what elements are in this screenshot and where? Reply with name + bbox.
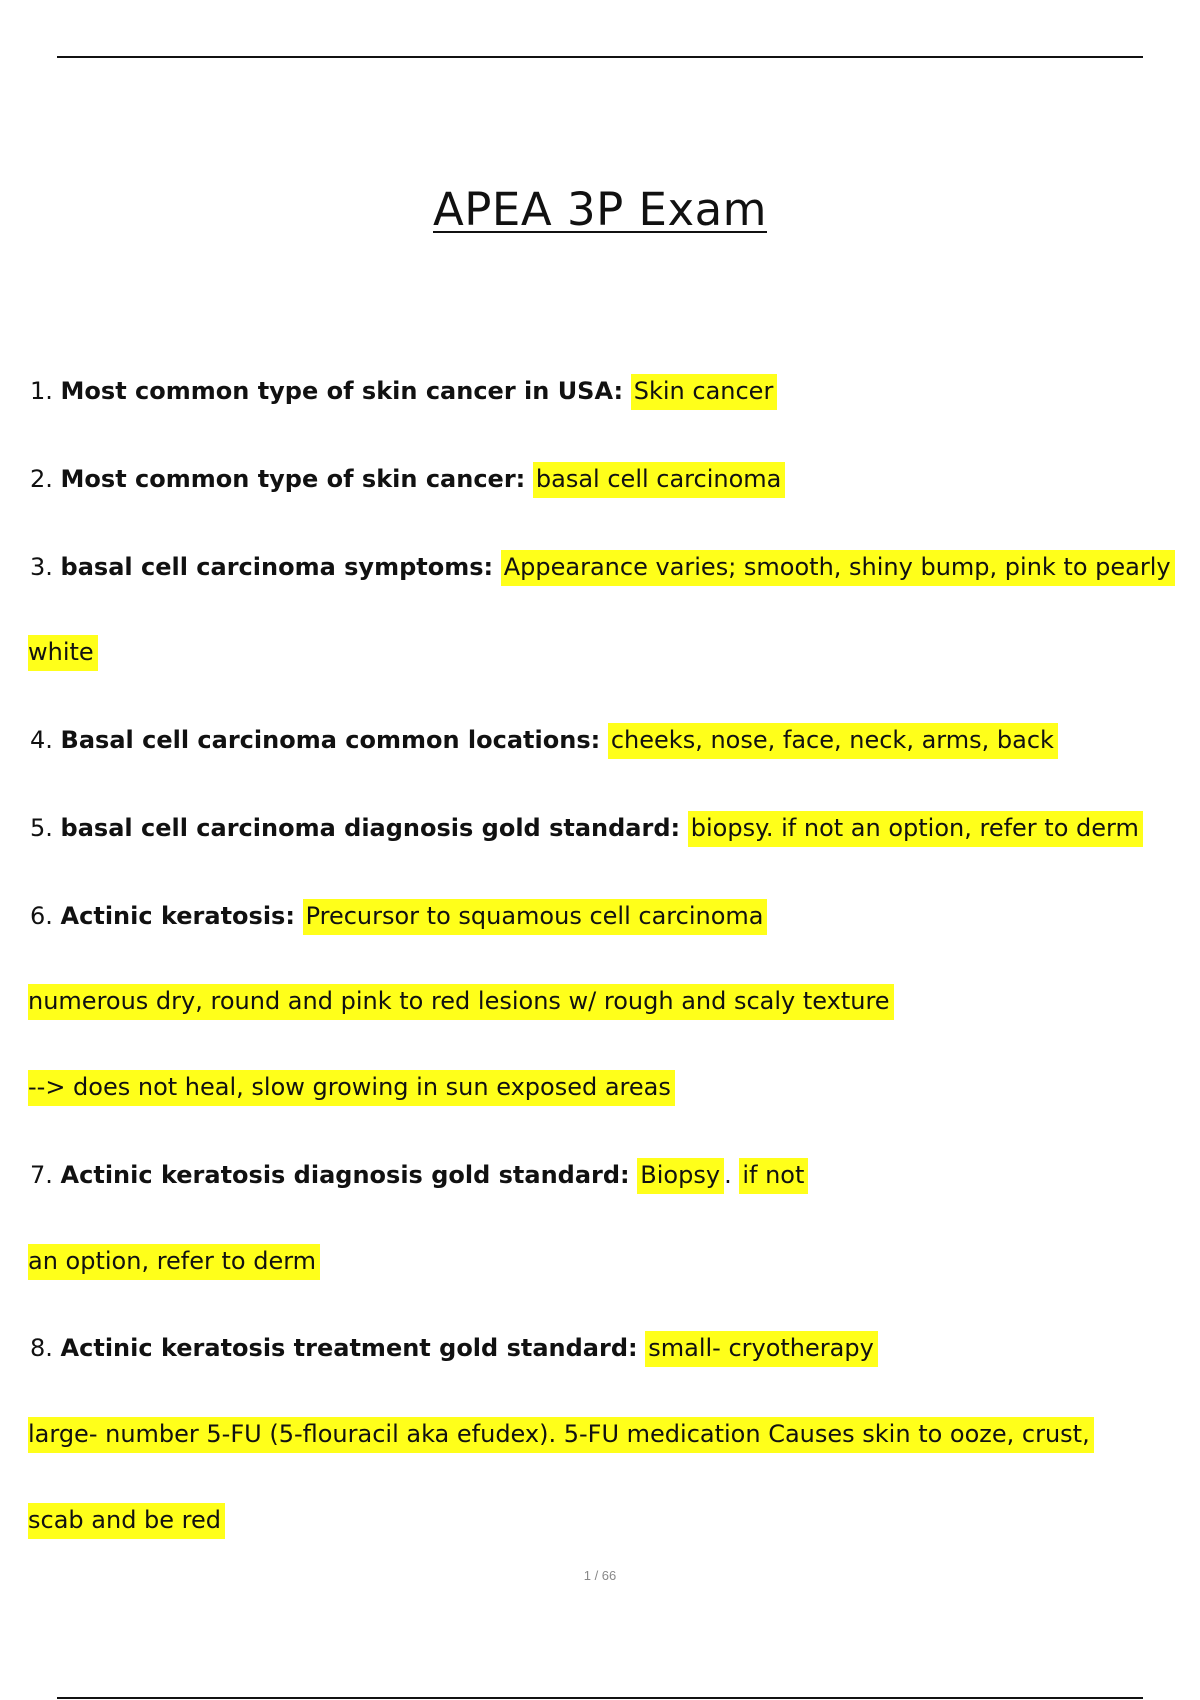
item-number: 7. bbox=[30, 1161, 53, 1189]
item-question: Actinic keratosis diagnosis gold standard: bbox=[60, 1161, 630, 1189]
page-number: 1 / 66 bbox=[583, 1568, 617, 1583]
item-number: 3. bbox=[30, 553, 53, 581]
item-number: 1. bbox=[30, 377, 53, 405]
top-rule bbox=[57, 56, 1143, 58]
list-item-7 bbox=[30, 1155, 808, 1195]
item-answer-continued: an option, refer to derm bbox=[28, 1244, 320, 1280]
item-answer: Appearance varies; smooth, shiny bump, pink to pearly bbox=[501, 550, 1175, 586]
list-item-6 bbox=[30, 896, 767, 936]
item-question: Most common type of skin cancer in USA: bbox=[60, 377, 624, 405]
list-item-3-continued bbox=[30, 632, 98, 672]
list-item-8-continued-2 bbox=[30, 1500, 225, 1540]
list-item-8-continued bbox=[30, 1414, 1094, 1454]
item-question: Basal cell carcinoma common locations: bbox=[60, 726, 601, 754]
item-answer: Precursor to squamous cell carcinoma bbox=[303, 899, 768, 935]
item-number: 5. bbox=[30, 814, 53, 842]
item-number: 2. bbox=[30, 465, 53, 493]
item-question: basal cell carcinoma symptoms: bbox=[60, 553, 494, 581]
item-question: Actinic keratosis: bbox=[60, 902, 295, 930]
bottom-rule bbox=[57, 1697, 1143, 1699]
item-question: Most common type of skin cancer: bbox=[60, 465, 526, 493]
item-question: Actinic keratosis treatment gold standard: bbox=[60, 1334, 638, 1362]
list-item-7-continued bbox=[30, 1241, 320, 1281]
item-answer-continued: --> does not heal, slow growing in sun exposed areas bbox=[28, 1070, 675, 1106]
item-answer: basal cell carcinoma bbox=[533, 462, 785, 498]
list-item-3 bbox=[30, 547, 1175, 587]
item-answer: small- cryotherapy bbox=[645, 1331, 878, 1367]
list-item-6-continued-2 bbox=[30, 1067, 675, 1107]
list-item-6-continued bbox=[30, 981, 894, 1021]
item-answer: biopsy. if not an option, refer to derm bbox=[688, 811, 1143, 847]
item-number: 6. bbox=[30, 902, 53, 930]
list-item-5 bbox=[30, 808, 1143, 848]
list-item-1 bbox=[30, 371, 777, 411]
list-item-8 bbox=[30, 1328, 878, 1368]
item-answer-continued: scab and be red bbox=[28, 1503, 225, 1539]
page-title: APEA 3P Exam bbox=[433, 183, 767, 236]
item-answer: Skin cancer bbox=[631, 374, 778, 410]
item-answer: cheeks, nose, face, neck, arms, back bbox=[608, 723, 1058, 759]
item-answer-separator: . bbox=[724, 1161, 732, 1189]
item-answer: Biopsy bbox=[637, 1158, 724, 1194]
item-question: basal cell carcinoma diagnosis gold standard: bbox=[60, 814, 681, 842]
item-number: 8. bbox=[30, 1334, 53, 1362]
item-answer-continued: numerous dry, round and pink to red lesions w/ rough and scaly texture bbox=[28, 984, 894, 1020]
item-answer-continued: large- number 5-FU (5-flouracil aka efudex). 5-FU medication Causes skin to ooze, crust, bbox=[28, 1417, 1094, 1453]
list-item-2 bbox=[30, 459, 785, 499]
item-answer-continued: white bbox=[28, 635, 98, 671]
item-answer-b: if not bbox=[739, 1158, 808, 1194]
item-number: 4. bbox=[30, 726, 53, 754]
list-item-4 bbox=[30, 720, 1058, 760]
